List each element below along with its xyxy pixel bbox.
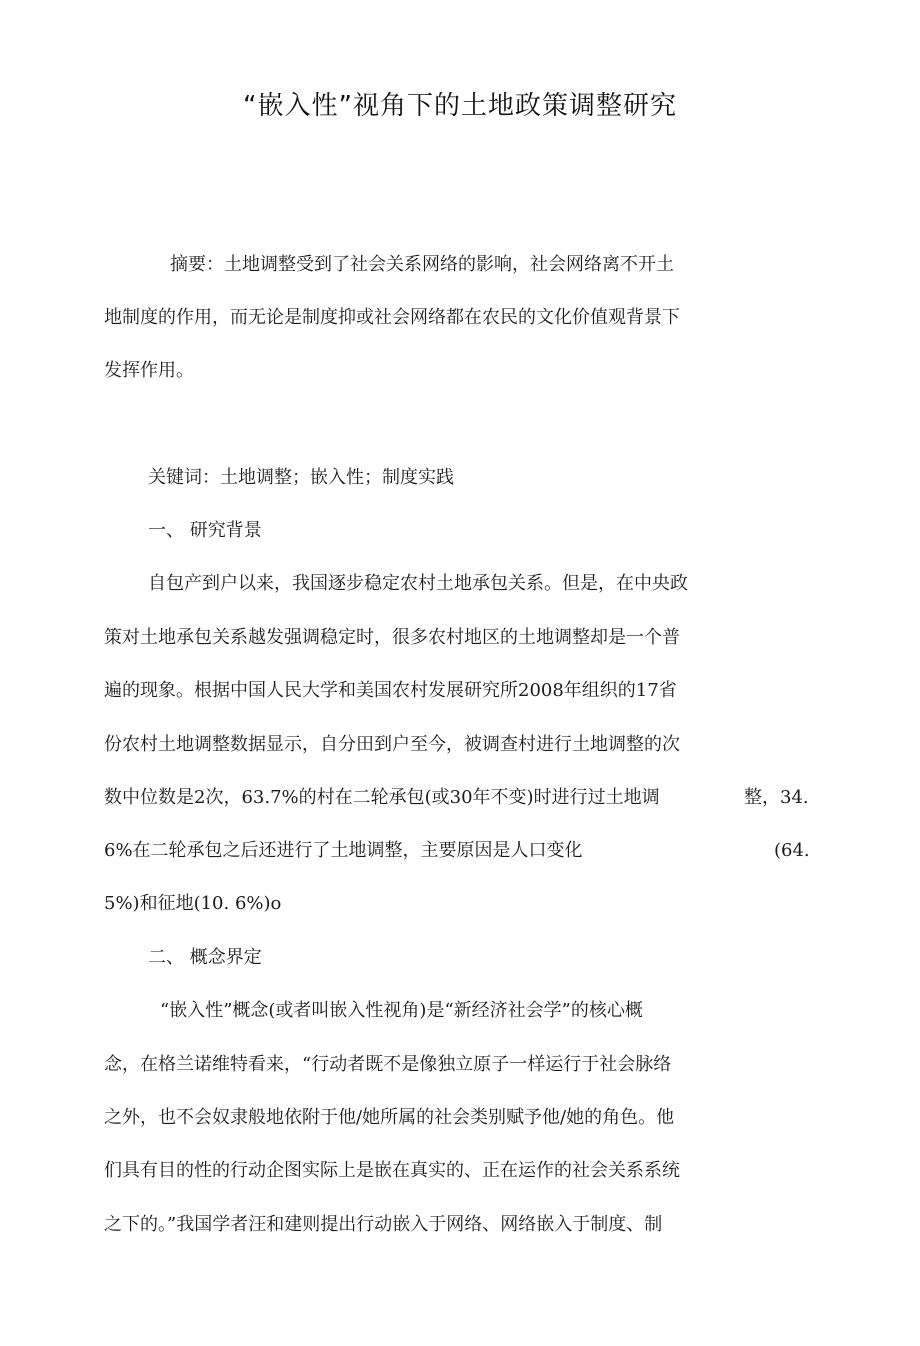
section-1-line-3: 遍的现象。根据中国人民大学和美国农村发展研究所2008年组织的17省: [104, 680, 677, 701]
section-1-line-2: 策对土地承包关系越发强调稳定时，很多农村地区的土地调整却是一个普: [104, 627, 680, 648]
page-title: “嵌入性”视角下的土地政策调整研究: [243, 91, 677, 121]
keywords-line: 关键词：土地调整；嵌入性；制度实践: [148, 467, 454, 488]
section-2-line-1: “嵌入性”概念(或者叫嵌入性视角)是“新经济社会学”的核心概: [160, 1000, 643, 1021]
section-2-heading: 二、 概念界定: [148, 947, 262, 968]
section-1-line-5: 数中位数是2次，63.7%的村在二轮承包(或30年不变)时进行过土地调: [104, 787, 660, 808]
section-2-line-4: 们具有目的性的行动企图实际上是嵌在真实的、正在运作的社会关系系统: [104, 1160, 680, 1181]
abstract-line-1: 摘要：土地调整受到了社会关系网络的影响，社会网络离不开土: [170, 254, 674, 275]
section-1-line-6: 6%在二轮承包之后还进行了土地调整，主要原因是人口变化: [104, 840, 583, 861]
section-1-line-6-tail: (64.: [774, 840, 810, 861]
abstract-line-2: 地制度的作用，而无论是制度抑或社会网络都在农民的文化价值观背景下: [104, 307, 680, 328]
section-1-line-5-tail: 整，34.: [744, 787, 809, 808]
section-1-line-4: 份农村土地调整数据显示，自分田到户至今，被调查村进行土地调整的次: [104, 734, 680, 755]
section-2-line-5: 之下的。”我国学者汪和建则提出行动嵌入于网络、网络嵌入于制度、制: [104, 1214, 663, 1235]
section-1-heading: 一、 研究背景: [148, 520, 262, 541]
section-1-line-7: 5%)和征地(10. 6%)o: [104, 893, 282, 914]
section-2-line-3: 之外，也不会奴隶般地依附于他/她所属的社会类别赋予他/她的角色。他: [104, 1107, 675, 1128]
section-2-line-2: 念，在格兰诺维特看来，“行动者既不是像独立原子一样运行于社会脉络: [104, 1054, 672, 1075]
abstract-line-3: 发挥作用。: [104, 360, 194, 381]
section-1-line-1: 自包产到户以来，我国逐步稳定农村土地承包关系。但是，在中央政: [148, 573, 688, 594]
